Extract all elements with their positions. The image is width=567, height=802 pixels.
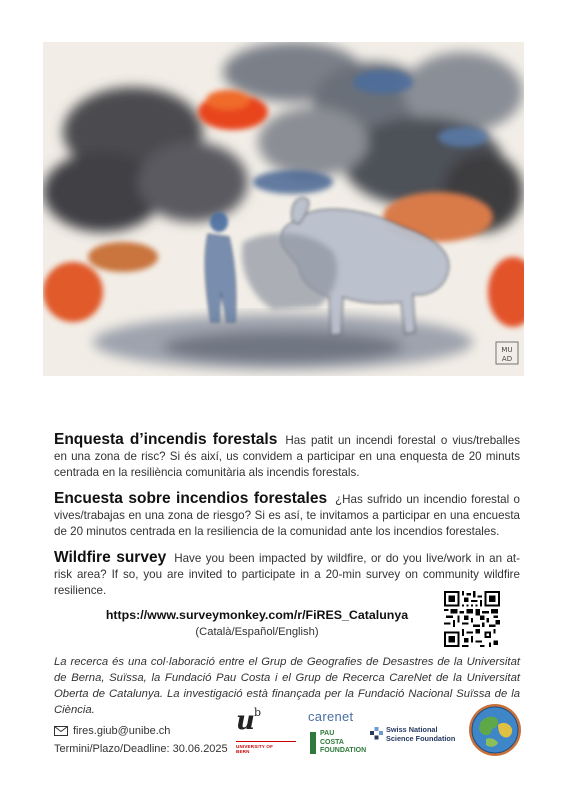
- carenet-logo: carenet: [308, 709, 354, 724]
- globe-map-logo: [468, 703, 522, 757]
- pau-costa-foundation-logo: [310, 730, 366, 758]
- university-of-bern-logo: [234, 708, 300, 758]
- snsf-logo: [370, 724, 462, 746]
- collaboration-note: La recerca és una col·laboració entre el Grup de Geografies de Desastres de la Universitat de Berna, Suïssa, la Fundació Pau Costa i el Grup de Recerca CareNet de la Universitat Oberta de Catalunya. La investigació està finançada per la Fundació Nacional Suïssa de la Ciència.: [54, 656, 520, 716]
- snsf-mark-icon: [370, 727, 383, 740]
- deadline: Termini/Plazo/Deadline: 30.06.2025: [54, 743, 228, 755]
- pau-costa-line-1: PAU: [320, 730, 335, 737]
- unibe-name: UNIVERSITY OF BERN: [236, 744, 274, 754]
- body-english: Have you been impacted by wildfire, or do you live/work in an at-risk area? If so, you are invited to participate in a 20-min survey on community wildfire resilience.: [54, 552, 521, 597]
- svg-text:MU: MU: [501, 346, 513, 354]
- body-spanish: ¿Has sufrido un incendio forestal o vives/trabajas en una zona de riesgo? Si es así, te invitamos a participar en una encuesta de 20 minutos centrada en la resiliencia de la comunidad ante los incendios forestales.: [54, 493, 521, 538]
- qr-code[interactable]: [444, 591, 500, 647]
- unibe-divider: [236, 741, 296, 742]
- contact-email[interactable]: fires.giub@unibe.ch: [73, 725, 171, 737]
- survey-link[interactable]: https://www.surveymonkey.com/r/FiRES_Catalunya: [105, 608, 409, 622]
- contact-block: [54, 722, 228, 758]
- pau-costa-line-3: FOUNDATION: [320, 747, 367, 754]
- body-catalan: Has patit un incendi forestal o vius/treballes en una zona de risc? Si és així, us convidem a participar en una enquesta de 20 minuts centrada en la resiliència comunitària als incendis forestals.: [54, 434, 520, 479]
- snsf-line-1: Swiss National: [386, 725, 438, 734]
- pau-costa-line-2: COSTA: [320, 738, 344, 746]
- heading-spanish: Encuesta sobre incendios forestales: [54, 490, 328, 507]
- unibe-superscript: b: [254, 706, 262, 719]
- mail-icon: [54, 726, 68, 736]
- snsf-line-2: Science Foundation: [386, 734, 456, 743]
- survey-spanish: [54, 491, 520, 540]
- snsf-text: [386, 725, 455, 743]
- svg-text:AD: AD: [501, 355, 513, 363]
- pau-costa-text: [320, 730, 366, 756]
- heading-english: Wildfire survey: [54, 549, 167, 566]
- pau-costa-mark: [310, 732, 316, 754]
- unibe-mark: u: [236, 706, 255, 736]
- wildfire-horses-painting: [43, 42, 524, 376]
- heading-catalan: Enquesta d’incendis forestals: [54, 431, 278, 448]
- survey-languages: (Català/Español/English): [195, 626, 319, 638]
- survey-catalan: [54, 432, 520, 481]
